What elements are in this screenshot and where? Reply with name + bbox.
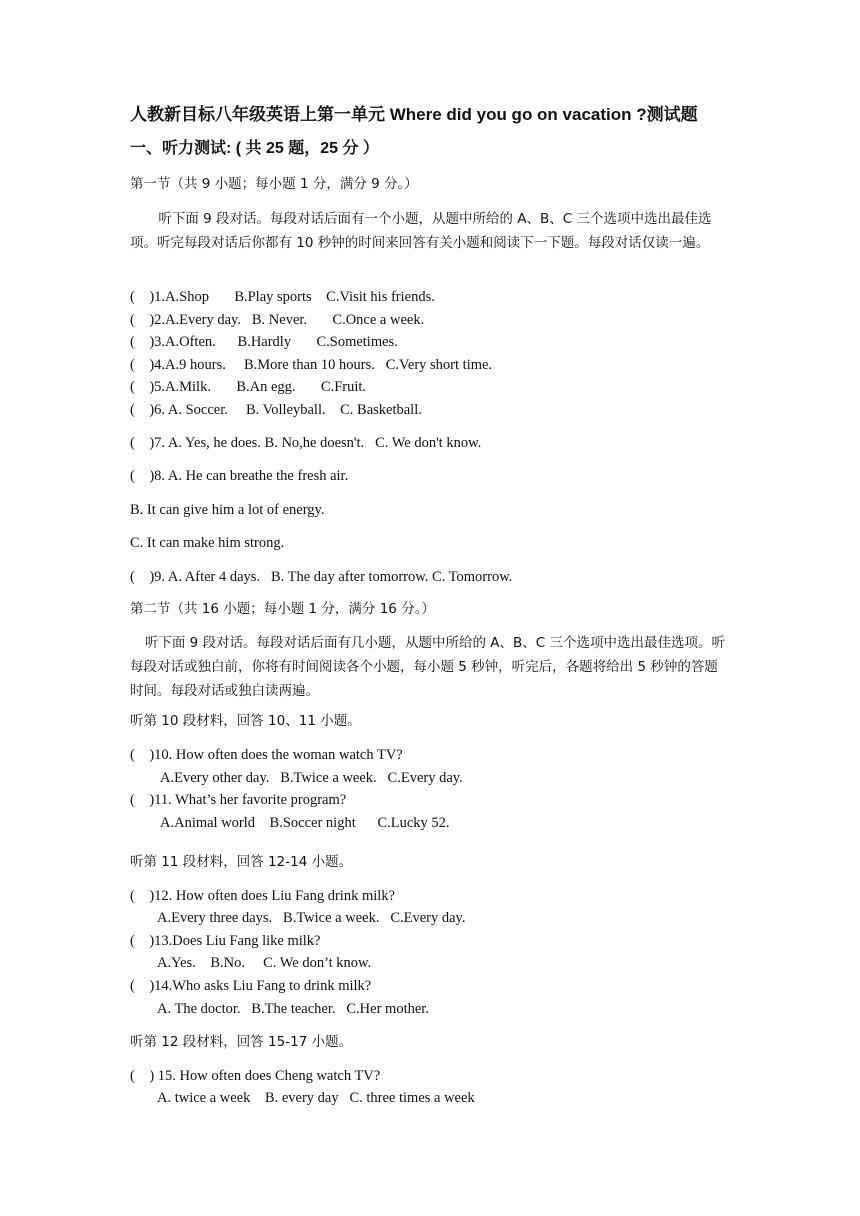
part1-heading: 一、听力测试: ( 共 25 题，25 分 ） (130, 140, 379, 157)
question-10-options: A.Every other day. B.Twice a week. C.Every day. (160, 770, 463, 786)
question-6: ( )6. A. Soccer. B. Volleyball. C. Basketball. (130, 402, 422, 418)
question-8-option-c: C. It can make him strong. (130, 535, 285, 551)
question-12: ( )12. How often does Liu Fang drink milk? (130, 888, 395, 904)
question-8-option-b: B. It can give him a lot of energy. (130, 502, 325, 518)
section1-instructions: 听下面 9 段对话。每段对话后面有一个小题，从题中所给的 A、B、C 三个选项中选出最佳选项。听完每段对话后你都有 10 秒钟的时间来回答有关小题和阅读下一下题。每段对话仅读一遍。 (130, 211, 712, 251)
question-12-options: A.Every three days. B.Twice a week. C.Every day. (157, 910, 466, 926)
question-14-options: A. The doctor. B.The teacher. C.Her mother. (157, 1001, 429, 1017)
question-11-options: A.Animal world B.Soccer night C.Lucky 52. (160, 815, 450, 831)
question-5: ( )5.A.Milk. B.An egg. C.Fruit. (130, 379, 367, 395)
question-8: ( )8. A. He can breathe the fresh air. (130, 468, 349, 484)
question-4: ( )4.A.9 hours. B.More than 10 hours. C.Very short time. (130, 357, 493, 373)
question-2: ( )2.A.Every day. B. Never. C.Once a week. (130, 312, 425, 328)
material-12-note: 听第 12 段材料，回答 15-17 小题。 (130, 1034, 353, 1050)
section1-header: 第一节（共 9 小题；每小题 1 分，满分 9 分。） (130, 176, 418, 192)
question-14: ( )14.Who asks Liu Fang to drink milk? (130, 978, 372, 994)
material-10-note: 听第 10 段材料，回答 10、11 小题。 (130, 713, 361, 729)
question-7: ( )7. A. Yes, he does. B. No,he doesn't. C. We don't know. (130, 435, 482, 451)
material-11-note: 听第 11 段材料，回答 12-14 小题。 (130, 854, 353, 870)
question-11: ( )11. What’s her favorite program? (130, 792, 347, 808)
section2-header: 第二节（共 16 小题；每小题 1 分，满分 16 分。） (130, 601, 435, 617)
question-15: ( ) 15. How often does Cheng watch TV? (130, 1068, 381, 1084)
section2-instructions: 听下面 9 段对话。每段对话后面有几小题，从题中所给的 A、B、C 三个选项中选出最佳选项。听每段对话或独白前，你将有时间阅读各个小题，每小题 5 秒钟，听完后，各题将给出 5 秒钟的答题时间。每段对话或独白读两遍。 (130, 635, 726, 699)
question-13-options: A.Yes. B.No. C. We don’t know. (157, 955, 372, 971)
question-10: ( )10. How often does the woman watch TV? (130, 747, 403, 763)
question-1: ( )1.A.Shop B.Play sports C.Visit his friends. (130, 289, 435, 305)
document-title: 人教新目标八年级英语上第一单元 Where did you go on vacation ?测试题 (130, 105, 698, 124)
question-3: ( )3.A.Often. B.Hardly C.Sometimes. (130, 334, 398, 350)
question-15-options: A. twice a week B. every day C. three times a week (157, 1090, 475, 1106)
question-13: ( )13.Does Liu Fang like milk? (130, 933, 321, 949)
question-9: ( )9. A. After 4 days. B. The day after tomorrow. C. Tomorrow. (130, 569, 513, 585)
